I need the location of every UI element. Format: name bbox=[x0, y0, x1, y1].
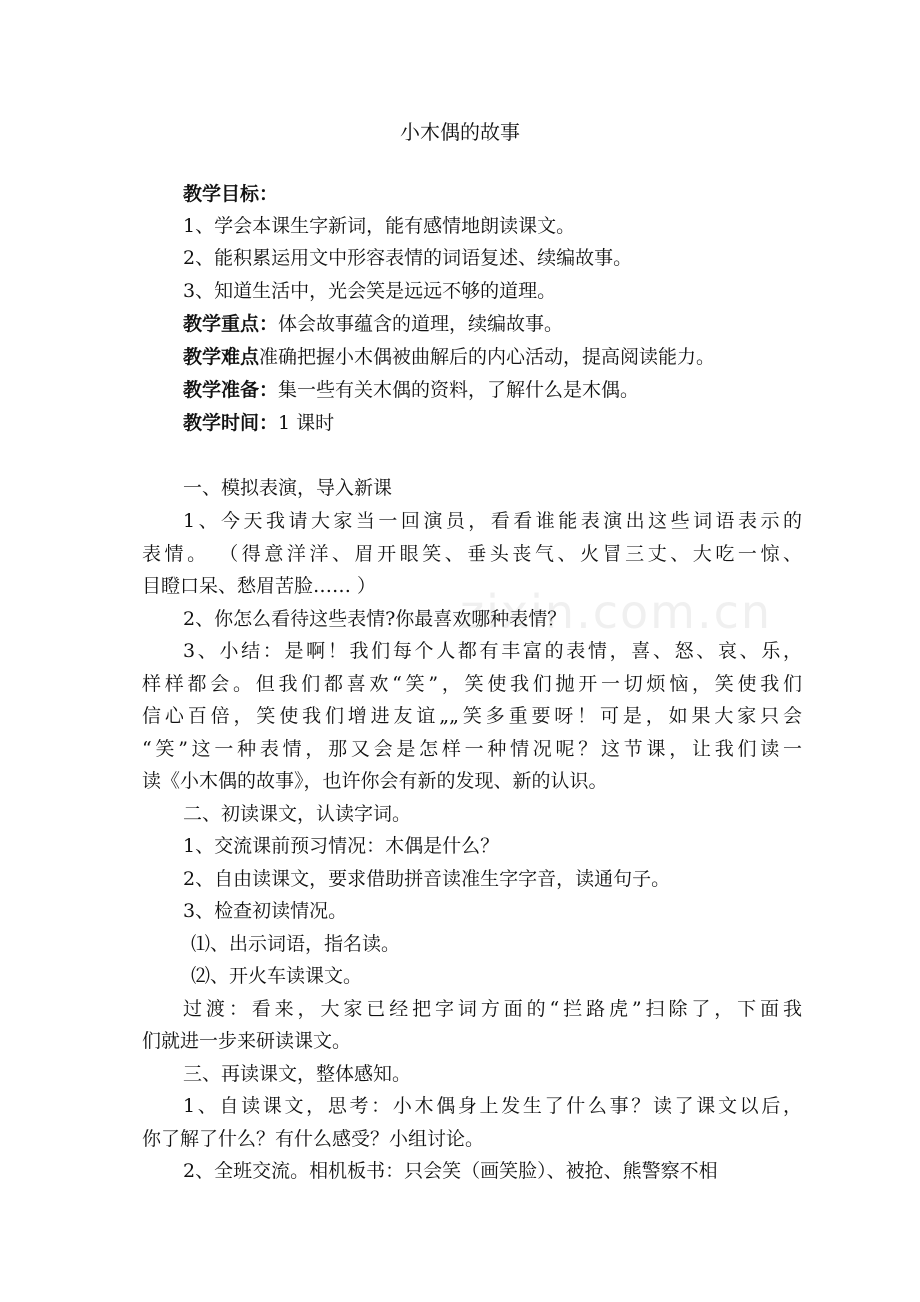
document-title: 小木偶的故事 bbox=[400, 120, 520, 144]
preparation-text: 集一些有关木偶的资料，了解什么是木偶。 bbox=[278, 379, 640, 401]
section-heading: 三、再读课文，整体感知。 bbox=[183, 1063, 412, 1085]
sub-item-line: ⑴、出示词语，指名读。 bbox=[191, 933, 401, 955]
preparation-label: 教学准备： bbox=[183, 379, 279, 401]
paragraph-line: 信心百倍，笑使我们增进友谊„„笑多重要呀！可是，如果大家只会 bbox=[142, 705, 802, 727]
watermark: zixin.com.cn bbox=[460, 585, 773, 639]
paragraph-line: 们就进一步来研读课文。 bbox=[142, 1030, 352, 1052]
paragraph-line: 你了解了什么？有什么感受？小组讨论。 bbox=[142, 1128, 485, 1150]
key-point-text: 体会故事蕴含的道理，续编故事。 bbox=[278, 313, 564, 335]
objective-item: 3、知道生活中，光会笑是远远不够的道理。 bbox=[183, 280, 557, 302]
objective-item: 2、能积累运用文中形容表情的词语复述、续编故事。 bbox=[183, 247, 633, 269]
teaching-time bbox=[183, 406, 802, 440]
preparation bbox=[183, 373, 802, 407]
difficulty bbox=[183, 340, 802, 374]
paragraph-line: 读《小木偶的故事》，也许你会有新的发现、新的认识。 bbox=[142, 770, 608, 792]
paragraph-line: “笑”这一种表情，那又会是怎样一种情况呢？这节课，让我们读一 bbox=[142, 738, 802, 760]
time-text: 1 课时 bbox=[278, 412, 335, 434]
paragraph-line: 目瞪口呆、愁眉苦脸…… ） bbox=[142, 575, 377, 597]
difficulty-label: 教学难点 bbox=[183, 346, 260, 368]
paragraph-line: 1、自读课文，思考：小木偶身上发生了什么事？读了课文以后， bbox=[183, 1095, 802, 1117]
paragraph-line: 3、小结：是啊！我们每个人都有丰富的表情，喜、怒、哀、乐， bbox=[183, 640, 802, 662]
key-point-label: 教学重点： bbox=[183, 313, 279, 335]
paragraph-line: 2、全班交流。相机板书：只会笑（画笑脸）、被抢、熊警察不相 bbox=[183, 1160, 718, 1182]
paragraph-line: 过渡：看来，大家已经把字词方面的“拦路虎”扫除了，下面我 bbox=[183, 998, 802, 1020]
section-heading: 一、模拟表演，导入新课 bbox=[183, 477, 393, 499]
paragraph-line: 2、你怎么看待这些表情?你最喜欢哪种表情？ bbox=[183, 608, 567, 630]
difficulty-text: 准确把握小木偶被曲解后的内心活动，提高阅读能力。 bbox=[259, 346, 716, 368]
key-point bbox=[183, 307, 802, 341]
objective-item: 1、学会本课生字新词，能有感情地朗读课文。 bbox=[183, 215, 576, 237]
paragraph-line: 样样都会。但我们都喜欢“笑”，笑使我们抛开一切烦恼，笑使我们 bbox=[142, 673, 802, 695]
paragraph-line: 3、检查初读情况。 bbox=[183, 900, 348, 922]
paragraph-line: 1、交流课前预习情况：木偶是什么？ bbox=[183, 835, 500, 857]
objectives-label: 教学目标： bbox=[183, 183, 279, 205]
paragraph-line: 表情。 （得意洋洋、眉开眼笑、垂头丧气、火冒三丈、大吃一惊、 bbox=[142, 543, 802, 565]
time-label: 教学时间： bbox=[183, 412, 279, 434]
paragraph-line: 2、自由读课文，要求借助拼音读准生字字音，读通句子。 bbox=[183, 868, 671, 890]
paragraph-line: 1、今天我请大家当一回演员，看看谁能表演出这些词语表示的 bbox=[183, 510, 802, 532]
section-heading: 二、初读课文，认读字词。 bbox=[183, 803, 412, 825]
sub-item-line: ⑵、开火车读课文。 bbox=[191, 965, 363, 987]
objectives-heading bbox=[183, 177, 802, 211]
